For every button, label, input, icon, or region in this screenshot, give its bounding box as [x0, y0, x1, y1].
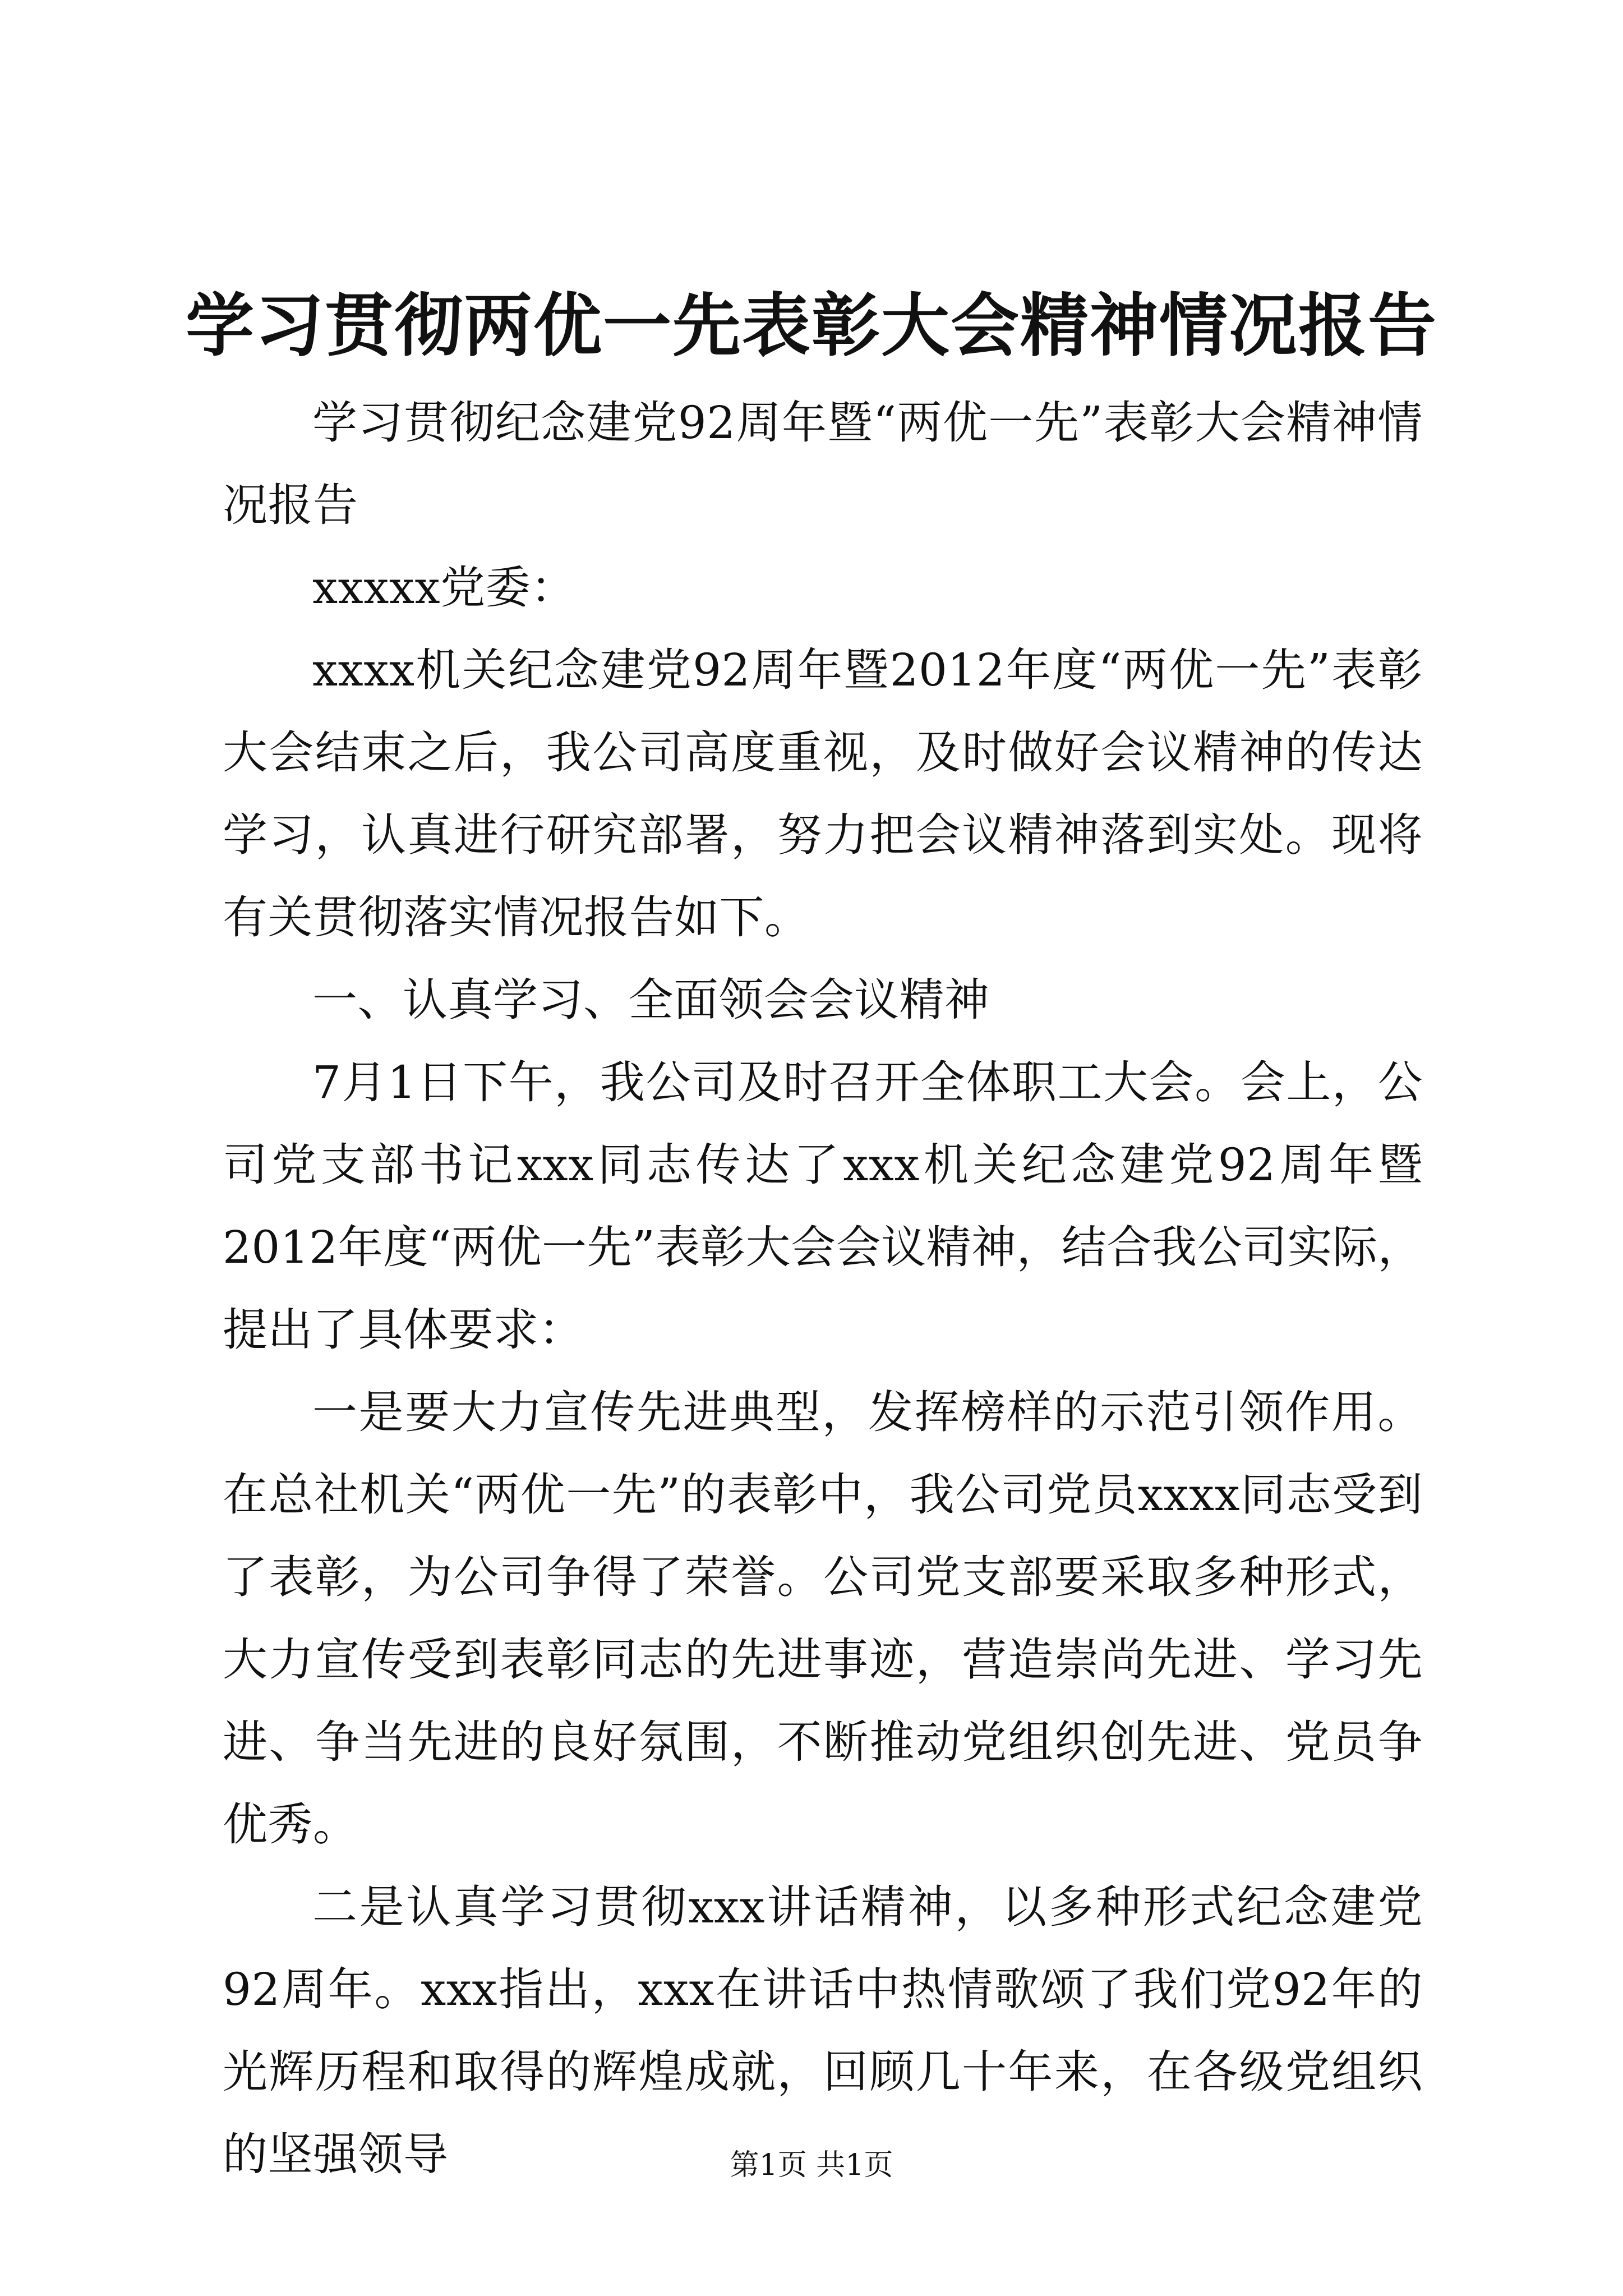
paragraph-point-2: 二是认真学习贯彻xxx讲话精神，以多种形式纪念建党92周年。xxx指出，xxx在讲话中热情歌颂了我们党92年的光辉历程和取得的辉煌成就，回顾几十年来，在各级党组织的坚强领导: [223, 1881, 1423, 2180]
section-heading-1: 一、认真学习、全面领会会议精神: [312, 974, 990, 1026]
paragraph-salutation: xxxxx党委：: [312, 562, 576, 614]
paragraph-point-1: 一是要大力宣传先进典型，发挥榜样的示范引领作用。在总社机关“两优一先”的表彰中，我公司党员xxxx同志受到了表彰，为公司争得了荣誉。公司党支部要采取多种形式，大力宣传受到表彰同志的先进事迹，营造崇尚先进、学习先进、争当先进的良好氛围，不断推动党组织创先进、党员争优秀。: [223, 1386, 1423, 1851]
paragraph-subtitle: 学习贯彻纪念建党92周年暨“两优一先”表彰大会精神情况报告: [223, 397, 1423, 531]
paragraph-meeting: 7月1日下午，我公司及时召开全体职工大会。会上，公司党支部书记xxx同志传达了xxx机关纪念建党92周年暨2012年度“两优一先”表彰大会会议精神，结合我公司实际，提出了具体要求：: [223, 1056, 1423, 1356]
document-body: [223, 381, 1423, 2196]
paragraph-intro: xxxx机关纪念建党92周年暨2012年度“两优一先”表彰大会结束之后，我公司高度重视，及时做好会议精神的传达学习，认真进行研究部署，努力把会议精神落到实处。现将有关贯彻落实情况报告如下。: [223, 644, 1423, 944]
page-footer: 第1页 共1页: [730, 2148, 893, 2182]
document-title: 学习贯彻两优一先表彰大会精神情况报告: [186, 285, 1437, 366]
